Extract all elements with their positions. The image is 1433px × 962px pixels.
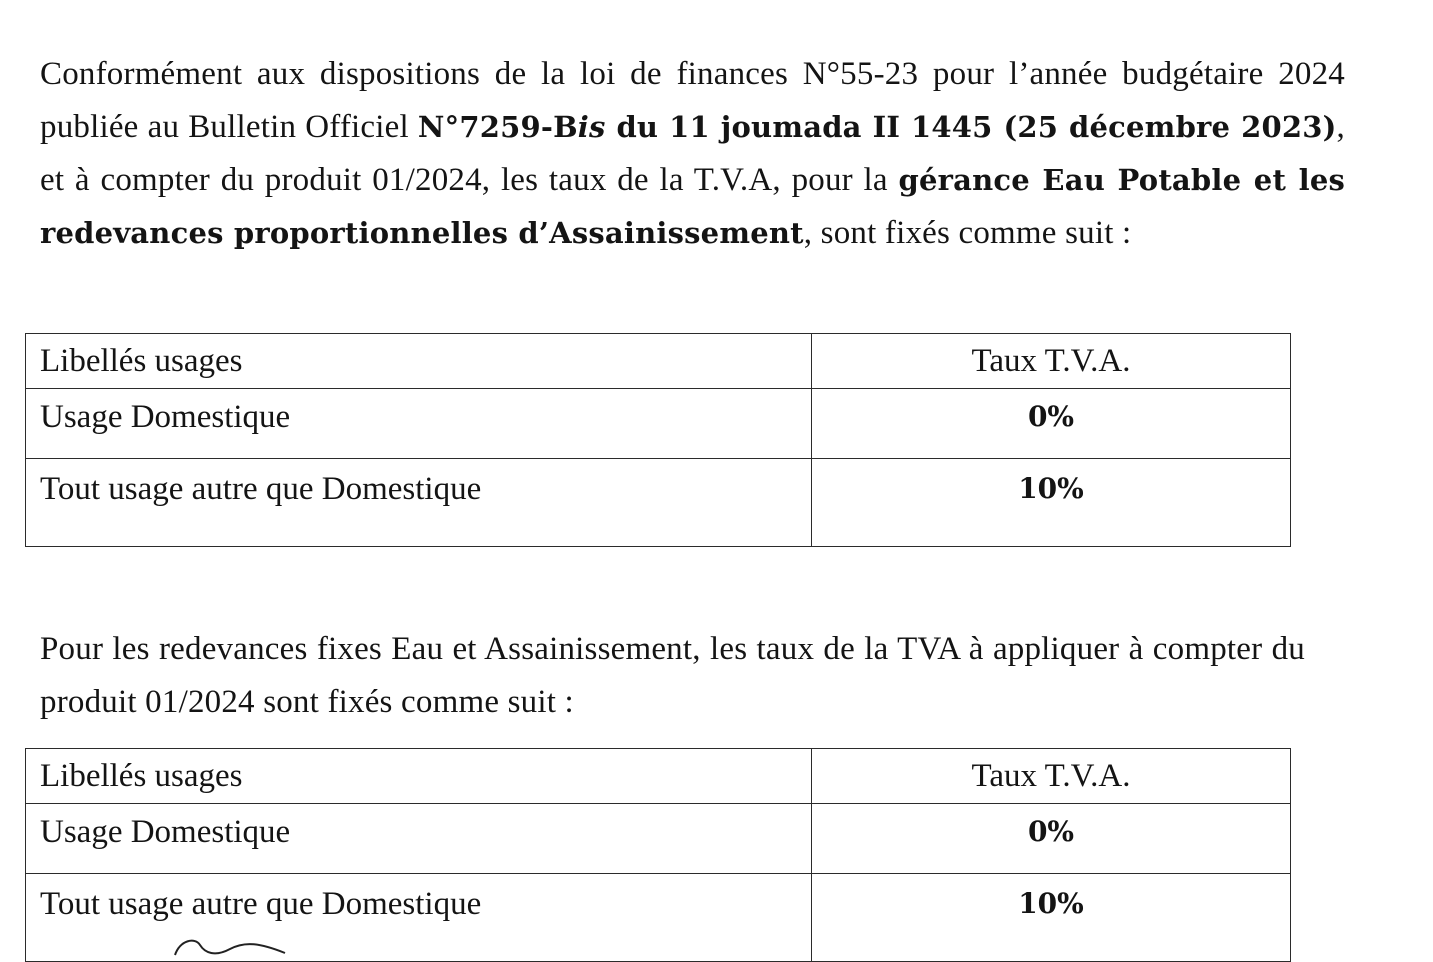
- intro-text-1: Conformément aux dispositions de la loi de finances N°55-23 pour l’année budgétaire 2024 publiée au Bulletin Officiel: [40, 56, 1345, 145]
- usage-label: Usage Domestique: [26, 804, 812, 874]
- rate-value: 10%: [812, 874, 1291, 962]
- header-rate: Taux T.V.A.: [812, 749, 1291, 804]
- header-usage: Libellés usages: [26, 749, 812, 804]
- intro-text-3: , sont fixés comme suit :: [803, 215, 1132, 251]
- usage-label: Usage Domestique: [26, 389, 812, 459]
- table-row: [26, 459, 1291, 547]
- header-rate: Taux T.V.A.: [812, 334, 1291, 389]
- usage-label: Tout usage autre que Domestique: [26, 459, 812, 547]
- bulletin-number: N°7259-Bis du 11 joumada II 1445 (25 décembre 2023): [417, 110, 1337, 144]
- table-header-row: [26, 334, 1291, 389]
- intro-paragraph: [40, 48, 1345, 260]
- intro-text-2: , et à compter du produit 01/2024, les taux de la T.V.A, pour la: [40, 109, 1345, 198]
- tva-rates-table-fixed: [25, 748, 1291, 962]
- signature-stroke: [170, 935, 290, 958]
- rate-value: 0%: [812, 804, 1291, 874]
- fixed-fees-paragraph: Pour les redevances fixes Eau et Assainissement, les taux de la TVA à appliquer à compter du produit 01/2024 sont fixés comme suit :: [40, 631, 1305, 720]
- rate-value: 10%: [812, 459, 1291, 547]
- rate-value: 0%: [812, 389, 1291, 459]
- table-row: [26, 389, 1291, 459]
- table-header-row: [26, 749, 1291, 804]
- header-usage: Libellés usages: [26, 334, 812, 389]
- scope-emphasis: gérance Eau Potable et les redevances proportionnelles d’Assainissement: [40, 163, 1345, 250]
- table-row: [26, 804, 1291, 874]
- tva-rates-table-proportional: [25, 333, 1291, 547]
- usage-label: Tout usage autre que Domestique: [26, 874, 812, 962]
